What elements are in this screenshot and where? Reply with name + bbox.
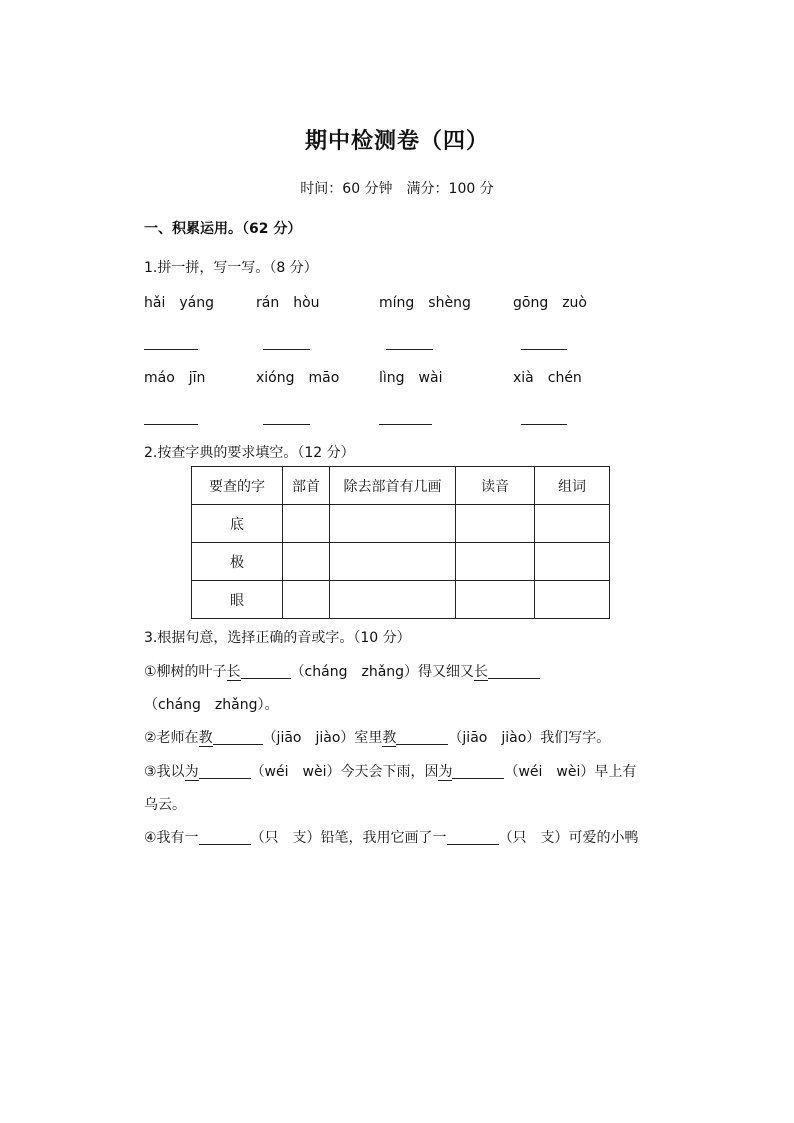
exam-info: 时间：60 分钟 满分：100 分 — [300, 181, 494, 197]
answer-blank-4[interactable] — [521, 349, 567, 350]
answer-cell[interactable] — [330, 505, 456, 543]
answer-blank-5[interactable] — [144, 424, 198, 425]
underlined-char: 长 — [226, 664, 241, 680]
q3-item-3-cont: 乌云。 — [144, 797, 186, 813]
pinyin-7: lìng wài — [379, 370, 443, 386]
answer-cell[interactable] — [283, 543, 330, 581]
table-header-row — [192, 467, 610, 505]
answer-cell[interactable] — [283, 505, 330, 543]
answer-cell[interactable] — [456, 581, 535, 619]
q1-prompt: 1.拼一拼，写一写。（8 分） — [144, 260, 318, 276]
answer-blank[interactable] — [452, 764, 504, 779]
answer-blank[interactable] — [199, 830, 251, 845]
table-row — [192, 543, 610, 581]
table-row — [192, 581, 610, 619]
answer-blank[interactable] — [488, 664, 540, 679]
header-char: 要查的字 — [192, 467, 283, 505]
q3-item-4: ④我有一 （只 支）铅笔，我用它画了一 （只 支）可爱的小鸭 — [144, 830, 639, 846]
underlined-char: 为 — [438, 764, 453, 780]
header-radical: 部首 — [283, 467, 330, 505]
q3-item-1: ①柳树的叶子长 （cháng zhǎng）得又细又长 — [144, 661, 540, 681]
q2-prompt: 2.按查字典的要求填空。（12 分） — [144, 445, 355, 461]
header-word: 组词 — [535, 467, 610, 505]
row-char: 底 — [192, 505, 283, 543]
q3-prompt: 3.根据句意，选择正确的音或字。（10 分） — [144, 630, 411, 646]
answer-cell[interactable] — [330, 543, 456, 581]
underlined-char: 为 — [184, 764, 199, 780]
answer-blank[interactable] — [396, 730, 448, 745]
page-title: 期中检测卷（四） — [304, 129, 489, 154]
answer-cell[interactable] — [330, 581, 456, 619]
header-pronunciation: 读音 — [456, 467, 535, 505]
pinyin-2: rán hòu — [256, 295, 320, 311]
header-strokes: 除去部首有几画 — [330, 467, 456, 505]
answer-cell[interactable] — [535, 543, 610, 581]
answer-blank-6[interactable] — [263, 424, 310, 425]
row-char: 极 — [192, 543, 283, 581]
pinyin-3: míng shèng — [379, 295, 471, 311]
dictionary-table — [191, 466, 610, 619]
answer-blank[interactable] — [199, 764, 251, 779]
answer-blank[interactable] — [241, 664, 291, 679]
pinyin-5: máo jīn — [144, 370, 206, 386]
section-1-heading: 一、积累运用。（62 分） — [144, 221, 302, 237]
q3-item-3: ③我以为 （wéi wèi）今天会下雨，因为 （wéi wèi）早上有 — [144, 764, 637, 780]
answer-cell[interactable] — [535, 505, 610, 543]
answer-blank-7[interactable] — [379, 424, 432, 425]
answer-blank[interactable] — [447, 830, 499, 845]
answer-cell[interactable] — [535, 581, 610, 619]
answer-blank-3[interactable] — [386, 349, 433, 350]
answer-blank[interactable] — [213, 730, 263, 745]
answer-cell[interactable] — [456, 543, 535, 581]
answer-cell[interactable] — [283, 581, 330, 619]
table-row — [192, 505, 610, 543]
pinyin-8: xià chén — [513, 370, 582, 386]
pinyin-1: hǎi yáng — [144, 295, 214, 311]
underlined-char: 教 — [198, 730, 213, 746]
underlined-char: 教 — [382, 730, 397, 746]
answer-cell[interactable] — [456, 505, 535, 543]
q3-item-2: ②老师在教 （jiāo jiào）室里教 （jiāo jiào）我们写字。 — [144, 730, 611, 746]
answer-blank-1[interactable] — [144, 349, 198, 350]
answer-blank-2[interactable] — [263, 349, 310, 350]
row-char: 眼 — [192, 581, 283, 619]
pinyin-6: xióng māo — [256, 370, 340, 386]
q3-item-1-cont: （cháng zhǎng）。 — [144, 697, 279, 713]
pinyin-4: gōng zuò — [513, 295, 587, 311]
underlined-char: 长 — [474, 664, 489, 680]
answer-blank-8[interactable] — [521, 424, 567, 425]
